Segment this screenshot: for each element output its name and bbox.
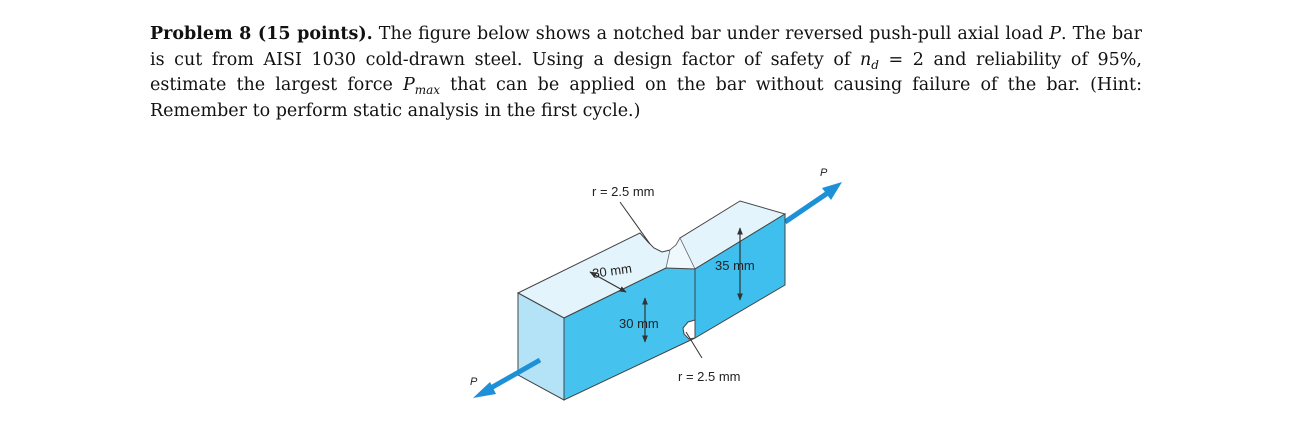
- problem-text-4: that can be applied on the bar without causing failure of the bar. (Hint: Remember to perform static analysis in the first cycle.): [150, 75, 1142, 121]
- load-symbol: P: [1049, 24, 1062, 44]
- width-label: 30 mm: [591, 260, 633, 281]
- notched-bar-figure: [440, 160, 860, 430]
- radius-bottom-leader: [686, 332, 702, 358]
- notched-bar-diagram: [440, 160, 860, 430]
- problem-heading: Problem 8 (15 points).: [150, 24, 373, 44]
- problem-text-2: . The bar is cut from AISI 1030 cold-drawn steel. Using a design factor of safety of: [150, 24, 1142, 70]
- problem-text-3: = 2 and reliability of 95%, estimate the largest force: [150, 49, 1142, 95]
- pmax-symbol: P: [402, 75, 415, 95]
- radius-bottom-label: r = 2.5 mm: [678, 369, 741, 384]
- load-label-left: P: [470, 376, 478, 388]
- pmax-subscript: max: [414, 83, 441, 97]
- height-label: 35 mm: [715, 258, 755, 273]
- design-factor-subscript: d: [871, 57, 879, 72]
- radius-top-label: r = 2.5 mm: [592, 184, 655, 199]
- load-label-right: P: [820, 167, 828, 179]
- problem-text-1: The figure below shows a notched bar under reversed push-pull axial load: [372, 24, 1050, 44]
- design-factor-symbol: n: [859, 49, 872, 70]
- problem-statement: [150, 22, 1142, 124]
- thickness-label: 30 mm: [619, 316, 659, 331]
